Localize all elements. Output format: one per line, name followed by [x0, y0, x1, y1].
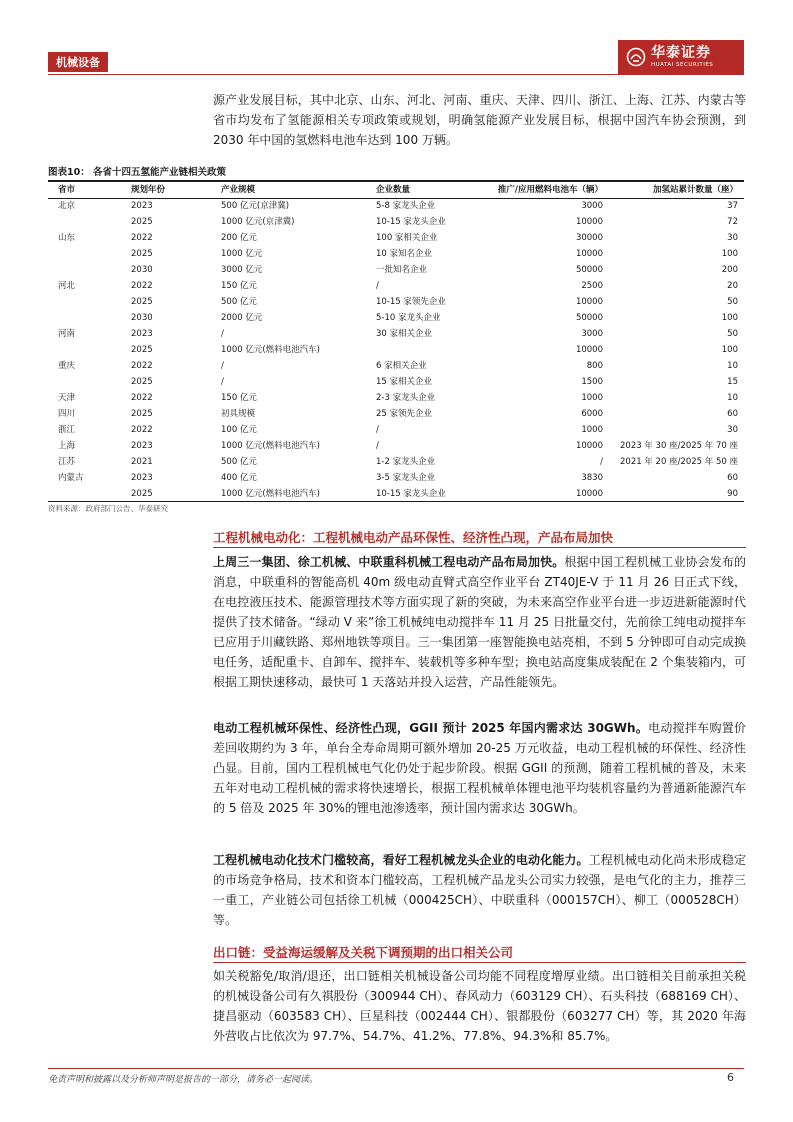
cell-scale: 1000 亿元(燃料电池汽车) — [221, 489, 320, 499]
paragraph-lead: 上周三一集团、徐工机械、中联重科机械工程电动产品布局加快。 — [213, 555, 565, 569]
cell-scale: 400 亿元 — [221, 473, 257, 483]
table-row — [48, 374, 744, 390]
col-year: 规划年份 — [131, 185, 166, 195]
brand-logo — [618, 40, 744, 74]
cell-firms: 25 家领先企业 — [376, 409, 433, 419]
cell-vehicles: 10000 — [575, 217, 603, 227]
section-tag: 机械设备 — [48, 52, 108, 72]
cell-vehicles: 10000 — [575, 489, 603, 499]
cell-stations: 30 — [727, 233, 738, 243]
cell-year: 2030 — [131, 265, 153, 275]
cell-stations: 72 — [727, 217, 738, 227]
paragraph-body: 如关税豁免/取消/退还，出口链相关机械设备公司均能不同程度增厚业绩。出口链相关目前承担关税的机械设备公司有久祺股份（300944 CH）、春风动力（603129 CH）、石头科技（688169 CH）、捷昌驱动（603583 CH）、巨星科技（002444 CH）、银都股份（603277 CH）等，其 2020 年海外营收占比依次为 97.7%、54.7%、41.2%、77.8%、94.3%和 85.7%。 — [213, 969, 746, 1043]
cell-province: 北京 — [58, 201, 76, 211]
cell-year: 2023 — [131, 473, 153, 483]
cell-vehicles: 800 — [586, 361, 603, 371]
cell-scale: 150 亿元 — [221, 281, 257, 291]
cell-stations: 100 — [721, 345, 738, 355]
table-bottom-rule — [48, 501, 744, 502]
cell-firms: 10-15 家龙头企业 — [376, 489, 446, 499]
cell-province: 河南 — [58, 329, 76, 339]
table-row — [48, 278, 744, 294]
cell-year: 2025 — [131, 345, 153, 355]
paragraph-electrification-3 — [213, 850, 746, 930]
table-row — [48, 326, 744, 342]
cell-vehicles: 1500 — [581, 377, 603, 387]
cell-firms: 1-2 家龙头企业 — [376, 457, 436, 467]
table-row — [48, 342, 744, 358]
col-firms: 企业数量 — [376, 185, 411, 195]
col-vehicles: 推广/应用燃料电池车（辆） — [497, 185, 603, 195]
cell-vehicles: 10000 — [575, 441, 603, 451]
paragraph-body: 工程机械电动化尚未形成稳定的市场竞争格局，技术和资本门槛较高，工程机械产品龙头公司实力较强，是电气化的主力，推荐三一重工，产业链公司包括徐工机械（000425CH）、中联重科（000157CH）、柳工（000528CH）等。 — [213, 853, 746, 927]
cell-year: 2025 — [131, 489, 153, 499]
cell-scale: 200 亿元 — [221, 233, 257, 243]
cell-year: 2030 — [131, 313, 153, 323]
paragraph-lead: 工程机械电动化技术门槛较高，看好工程机械龙头企业的电动化能力。 — [213, 853, 589, 867]
huatai-logo-icon — [626, 47, 646, 67]
cell-year: 2022 — [131, 361, 153, 371]
cell-firms: 5-8 家龙头企业 — [376, 201, 436, 211]
header-divider — [48, 74, 744, 75]
cell-stations: 37 — [727, 201, 738, 211]
paragraph-electrification-1 — [213, 552, 746, 692]
cell-vehicles: 50000 — [575, 265, 603, 275]
cell-stations: 2021 年 20 座/2025 年 50 座 — [620, 457, 738, 467]
cell-firms: 30 家相关企业 — [376, 329, 433, 339]
cell-firms: 10-15 家领先企业 — [376, 297, 446, 307]
figure-title: 图表10： 各省十四五氢能产业链相关政策 — [48, 167, 227, 178]
cell-scale: 初具规模 — [221, 409, 256, 419]
cell-year: 2022 — [131, 393, 153, 403]
section-rule — [213, 547, 746, 548]
paragraph-body: 根据中国工程机械工业协会发布的消息，中联重科的智能高机 40m 级电动直臂式高空作业平台 ZT40JE-V 于 11 月 26 日正式下线，在电控液压技术、能源管理技术等方面实现了新的突破，为未来高空作业平台进一步迈进新能源时代提供了技术储备。“绿动 V 来”徐工机械纯电动搅拌车 11 月 25 日批量交付，先前徐工纯电动搅拌车已应用于川藏铁路、郑州地铁等项目。三一集团第一座智能换电站亮相，不到 5 分钟即可自动完成换电任务，适配重卡、自卸车、搅拌车、装载机等多种车型；换电站高度集成装配在 2 个集装箱内，可根据工期快速移动，最快可 1 天落站并投入运营，产品性能领先。 — [213, 555, 746, 689]
table-row — [48, 486, 744, 502]
cell-firms: / — [376, 441, 379, 451]
cell-firms: 10-15 家龙头企业 — [376, 217, 446, 227]
cell-province: 天津 — [58, 393, 76, 403]
table-row — [48, 454, 744, 470]
cell-scale: 150 亿元 — [221, 393, 257, 403]
footer-divider — [48, 1068, 744, 1069]
cell-scale: 500 亿元(京津冀) — [221, 201, 290, 211]
cell-vehicles: 10000 — [575, 297, 603, 307]
table-row — [48, 214, 744, 230]
cell-vehicles: 1000 — [581, 393, 603, 403]
table-row — [48, 406, 744, 422]
cell-year: 2025 — [131, 297, 153, 307]
cell-year: 2022 — [131, 281, 153, 291]
cell-scale: 1000 亿元(燃料电池汽车) — [221, 345, 320, 355]
cell-year: 2025 — [131, 249, 153, 259]
cell-firms: 3-5 家龙头企业 — [376, 473, 436, 483]
paragraph-export-1 — [213, 966, 746, 1046]
cell-stations: 200 — [721, 265, 738, 275]
cell-province: 内蒙古 — [58, 473, 84, 483]
table-row — [48, 470, 744, 486]
cell-vehicles: 6000 — [581, 409, 603, 419]
cell-stations: 100 — [721, 249, 738, 259]
cell-year: 2022 — [131, 233, 153, 243]
intro-paragraph: 源产业发展目标，其中北京、山东、河北、河南、重庆、天津、四川、浙江、上海、江苏、内蒙古等省市均发布了氢能源相关专项政策或规划，明确氢能源产业发展目标，根据中国汽车协会预测，到 2030 年中国的氢燃料电池车达到 100 万辆。 — [213, 93, 746, 147]
table-row — [48, 262, 744, 278]
brand-name-cn: 华泰证券 — [651, 44, 711, 61]
cell-vehicles: 30000 — [575, 233, 603, 243]
cell-firms: 6 家相关企业 — [376, 361, 427, 371]
cell-stations: 60 — [727, 473, 738, 483]
cell-vehicles: 3000 — [581, 201, 603, 211]
cell-firms: 100 家相关企业 — [376, 233, 438, 243]
cell-vehicles: / — [600, 457, 603, 467]
col-stations: 加氢站累计数量（座） — [652, 185, 738, 195]
cell-scale: 1000 亿元(京津冀) — [221, 217, 295, 227]
cell-vehicles: 3830 — [581, 473, 603, 483]
figure-source: 资料来源：政府部门公告、华泰研究 — [48, 504, 168, 513]
table-row — [48, 358, 744, 374]
cell-stations: 50 — [727, 329, 738, 339]
cell-vehicles: 10000 — [575, 345, 603, 355]
cell-stations: 100 — [721, 313, 738, 323]
cell-firms: 2-3 家龙头企业 — [376, 393, 436, 403]
cell-scale: 500 亿元 — [221, 457, 257, 467]
cell-firms: 一批知名企业 — [376, 265, 428, 275]
table-row — [48, 310, 744, 326]
table-row — [48, 198, 744, 214]
table-row — [48, 230, 744, 246]
paragraph-body: 电动搅拌车购置价差回收期约为 3 年，单台全寿命周期可额外增加 20-25 万元收益，电动工程机械的环保性、经济性凸显。目前，国内工程机械电气化仍处于起步阶段。根据 GGII 的预测，随着工程机械的普及，未来五年对电动工程机械的需求将快速增长，根据工程机械单体锂电池平均装机容量约为普通新能源汽车的 5 倍及 2025 年 30%的锂电池渗透率，预计国内需求达 30GWh。 — [213, 721, 746, 815]
cell-scale: 1000 亿元 — [221, 249, 263, 259]
section-heading-electrification: 工程机械电动化：工程机械电动产品环保性、经济性凸现，产品布局加快 — [213, 530, 614, 545]
cell-scale: / — [221, 329, 224, 339]
cell-province: 江苏 — [58, 457, 76, 467]
cell-province: 浙江 — [58, 425, 76, 435]
cell-vehicles: 1000 — [581, 425, 603, 435]
cell-province: 重庆 — [58, 361, 76, 371]
cell-province: 上海 — [58, 441, 76, 451]
cell-year: 2023 — [131, 329, 153, 339]
cell-scale: 100 亿元 — [221, 425, 257, 435]
cell-province: 四川 — [58, 409, 76, 419]
cell-scale: / — [221, 377, 224, 387]
disclaimer-text: 免责声明和披露以及分析师声明是报告的一部分，请务必一起阅读。 — [48, 1075, 319, 1085]
cell-province: 山东 — [58, 233, 76, 243]
col-scale: 产业规模 — [221, 185, 256, 195]
cell-stations: 20 — [727, 281, 738, 291]
policy-table-body — [48, 198, 744, 502]
paragraph-electrification-2 — [213, 718, 746, 818]
cell-stations: 10 — [727, 361, 738, 371]
cell-vehicles: 50000 — [575, 313, 603, 323]
table-header-row — [48, 182, 744, 198]
brand-name-en: HUATAI SECURITIES — [651, 61, 714, 68]
cell-stations: 2023 年 30 座/2025 年 70 座 — [620, 441, 738, 451]
cell-stations: 10 — [727, 393, 738, 403]
cell-stations: 30 — [727, 425, 738, 435]
table-row — [48, 246, 744, 262]
cell-firms: / — [376, 425, 379, 435]
cell-firms: 5-10 家龙头企业 — [376, 313, 441, 323]
table-row — [48, 438, 744, 454]
cell-scale: 1000 亿元(燃料电池汽车) — [221, 441, 320, 451]
cell-stations: 15 — [727, 377, 738, 387]
cell-scale: 2000 亿元 — [221, 313, 263, 323]
cell-stations: 50 — [727, 297, 738, 307]
paragraph-lead: 电动工程机械环保性、经济性凸现，GGII 预计 2025 年国内需求达 30GWh。 — [213, 721, 649, 735]
cell-year: 2025 — [131, 409, 153, 419]
cell-scale: 3000 亿元 — [221, 265, 263, 275]
cell-stations: 60 — [727, 409, 738, 419]
cell-vehicles: 10000 — [575, 249, 603, 259]
section-heading-export: 出口链：受益海运缓解及关税下调预期的出口相关公司 — [213, 945, 514, 960]
cell-year: 2021 — [131, 457, 153, 467]
section-rule — [213, 962, 746, 963]
table-row — [48, 422, 744, 438]
table-row — [48, 390, 744, 406]
cell-scale: 500 亿元 — [221, 297, 257, 307]
cell-firms: / — [376, 281, 379, 291]
cell-stations: 90 — [727, 489, 738, 499]
cell-scale: / — [221, 361, 224, 371]
cell-firms: 10 家知名企业 — [376, 249, 433, 259]
col-province: 省市 — [58, 185, 76, 195]
cell-firms: 15 家相关企业 — [376, 377, 433, 387]
table-row — [48, 294, 744, 310]
cell-year: 2022 — [131, 425, 153, 435]
cell-vehicles: 3000 — [581, 329, 603, 339]
page-number: 6 — [727, 1071, 734, 1084]
cell-province: 河北 — [58, 281, 76, 291]
cell-year: 2023 — [131, 201, 153, 211]
cell-year: 2023 — [131, 441, 153, 451]
cell-year: 2025 — [131, 377, 153, 387]
cell-year: 2025 — [131, 217, 153, 227]
cell-vehicles: 2500 — [581, 281, 603, 291]
